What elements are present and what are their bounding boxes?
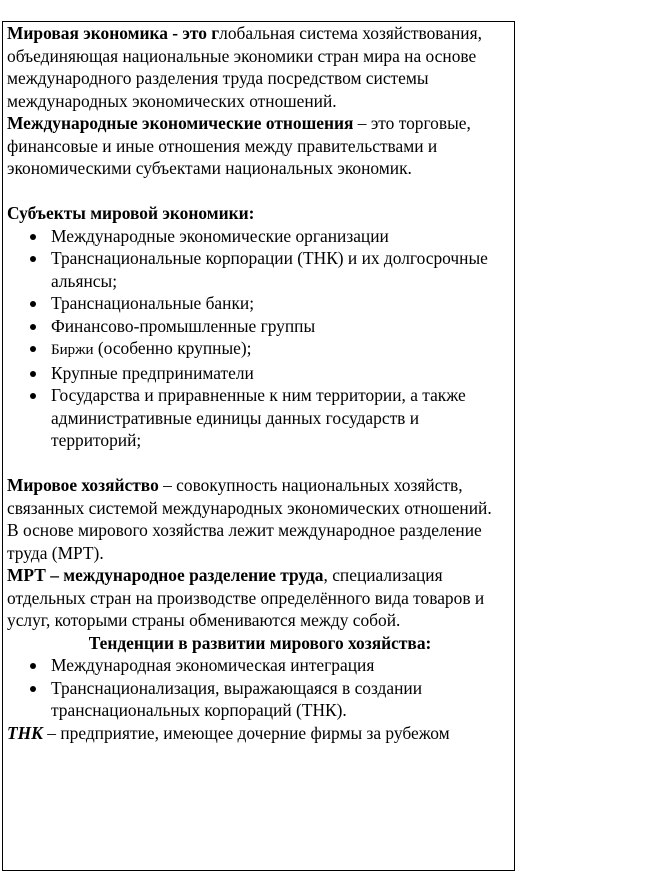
- definition-mrt: , специализация отдельных стран на производстве определённого вида товаров и услуг, которыми страны обмениваются между собой.: [7, 565, 485, 630]
- bullet-icon: [30, 663, 36, 669]
- bullet-icon: [30, 234, 36, 240]
- document-body: [7, 22, 513, 744]
- definition-world-economy-system: – совокупность национальных хозяйств, связанных системой международных экономических отношений.: [7, 475, 492, 518]
- bullet-icon: [30, 371, 36, 377]
- list-item: Финансово-промышленные группы: [7, 315, 513, 338]
- exchanges-word: Биржи: [51, 342, 94, 358]
- term-world-economy-system: Мировое хозяйство: [7, 475, 159, 495]
- definition-international-relations: – это торговые, финансовые и иные отношения между правительствами и экономическими субъектами национальных экономик.: [7, 113, 471, 178]
- paragraph-tnk: [7, 722, 513, 745]
- term-international-relations: Международные экономические отношения: [7, 113, 354, 133]
- paragraph-world-economy-system: [7, 474, 513, 519]
- list-item: Международная экономическая интеграция: [7, 654, 513, 677]
- bullet-icon: [30, 324, 36, 330]
- definition-world-economy: лобальная система хозяйствования, объединяющая национальные экономики стран мира на основе международного разделения труда посредством системы международных экономических отношений.: [7, 23, 482, 111]
- subjects-list: [7, 225, 513, 452]
- bullet-icon: [30, 346, 36, 352]
- trends-list: [7, 654, 513, 722]
- list-item: Транснациональные корпорации (ТНК) и их долгосрочные альянсы;: [7, 247, 513, 292]
- paragraph-basis: В основе мирового хозяйства лежит международное разделение труда (МРТ).: [7, 520, 482, 563]
- blank-line: [7, 452, 513, 475]
- bullet-icon: [30, 686, 36, 692]
- subjects-heading: Субъекты мировой экономики:: [7, 203, 255, 223]
- list-item: Транснациональные банки;: [7, 292, 513, 315]
- term-tnk: ТНК: [7, 722, 43, 743]
- list-item: Крупные предприниматели: [7, 362, 513, 385]
- list-item: Транснационализация, выражающаяся в создании транснациональных корпораций (ТНК).: [7, 677, 513, 722]
- term-world-economy: Мировая экономика - это г: [7, 23, 220, 43]
- paragraph-mrt: [7, 564, 513, 632]
- list-item: [7, 337, 513, 362]
- list-item: Международные экономические организации: [7, 225, 513, 248]
- paragraph-international-relations: [7, 112, 513, 180]
- paragraph-world-economy: [7, 22, 513, 112]
- trends-heading: Тенденции в развитии мирового хозяйства:: [88, 632, 432, 653]
- term-mrt: МРТ – международное разделение труда: [7, 565, 324, 585]
- definition-tnk: – предприятие, имеющее дочерние фирмы за рубежом: [42, 722, 450, 743]
- list-item: Государства и приравненные к ним территории, а также административные единицы данных государств и территорий;: [7, 384, 513, 452]
- bullet-icon: [30, 301, 36, 307]
- exchanges-rest: (особенно крупные);: [93, 338, 252, 358]
- bullet-icon: [30, 393, 36, 399]
- bullet-icon: [30, 256, 36, 262]
- blank-line: [7, 180, 513, 203]
